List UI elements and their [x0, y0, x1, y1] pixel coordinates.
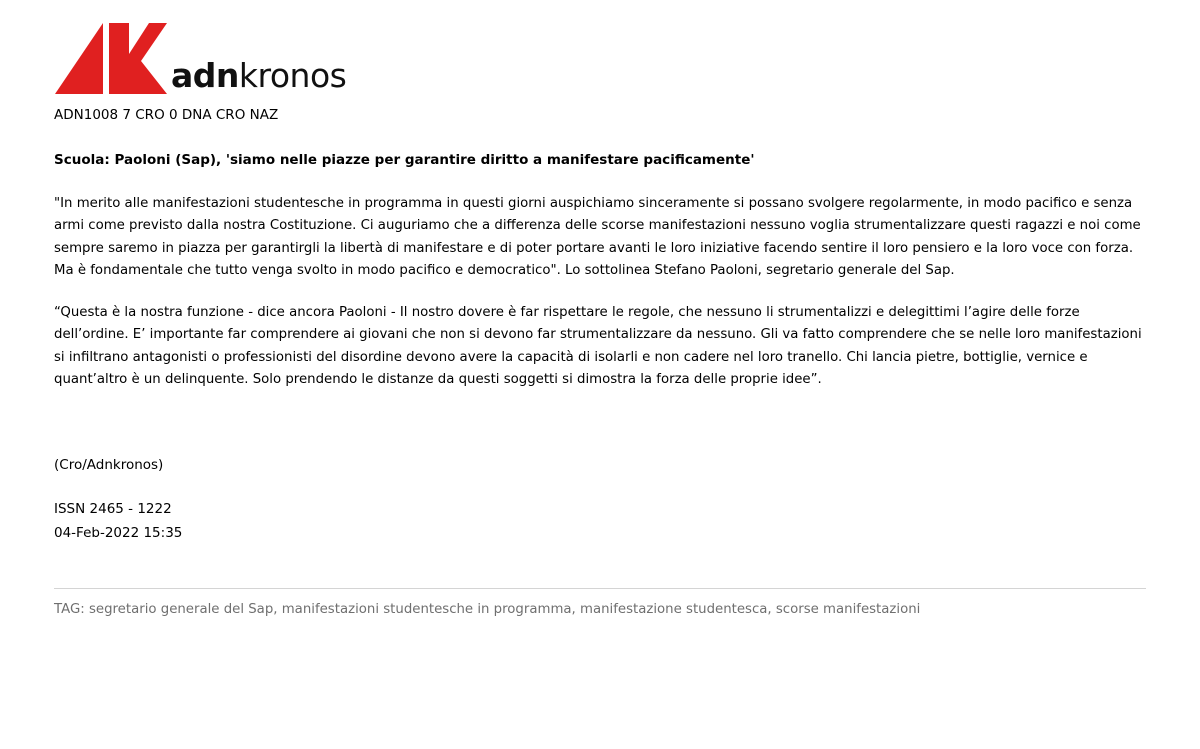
- logo-wordmark: [171, 56, 347, 95]
- article-headline: Scuola: Paoloni (Sap), 'siamo nelle piazze per garantire diritto a manifestare pacificamente': [54, 152, 755, 168]
- issn-number: ISSN 2465 - 1222: [54, 501, 172, 517]
- tag-list: TAG: segretario generale del Sap, manifestazioni studentesche in programma, manifestazione studentesca, scorse manifestazioni: [54, 602, 921, 617]
- publish-date: 04-Feb-2022 15:35: [54, 525, 183, 541]
- logo-wordmark-light: kronos: [238, 56, 347, 95]
- adnkronos-logo-mark: [55, 21, 175, 97]
- divider: [54, 588, 1146, 589]
- agency-code: ADN1008 7 CRO 0 DNA CRO NAZ: [54, 107, 279, 123]
- article-paragraph-2: “Questa è la nostra funzione - dice ancora Paoloni - Il nostro dovere è far rispettare le regole, che nessuno li strumentalizzi e delegittimi l’agire delle forze dell’ordine. E’ importante far comprendere ai giovani che non si devono far strumentalizzare da nessuno. Gli va fatto comprendere che se nelle loro manifestazioni si infiltrano antagonisti o professionisti del disordine devono avere la capacità di isolarli e non cadere nel loro tranello. Chi lancia pietre, bottiglie, vernice e quant’altro è un delinquente. Solo prendendo le distanze da questi soggetti si dimostra la forza delle proprie idee”.: [54, 305, 1142, 387]
- article-paragraph-1: "In merito alle manifestazioni studentesche in programma in questi giorni auspichiamo sinceramente si possano svolgere regolarmente, in modo pacifico e senza armi come previsto dalla nostra Costituzione. Ci auguriamo che a differenza delle scorse manifestazioni nessuno voglia strumentalizzare questi ragazzi e noi come sempre saremo in piazza per garantirgli la libertà di manifestare e di poter portare avanti le loro iniziative facendo sentire il loro pensiero e la loro voce con forza. Ma è fondamentale che tutto venga svolto in modo pacifico e democratico". Lo sottolinea Stefano Paoloni, segretario generale del Sap.: [54, 196, 1141, 278]
- logo-wordmark-bold: adn: [171, 56, 239, 95]
- source-credit: (Cro/Adnkronos): [54, 457, 164, 473]
- adnkronos-logo: [55, 21, 355, 97]
